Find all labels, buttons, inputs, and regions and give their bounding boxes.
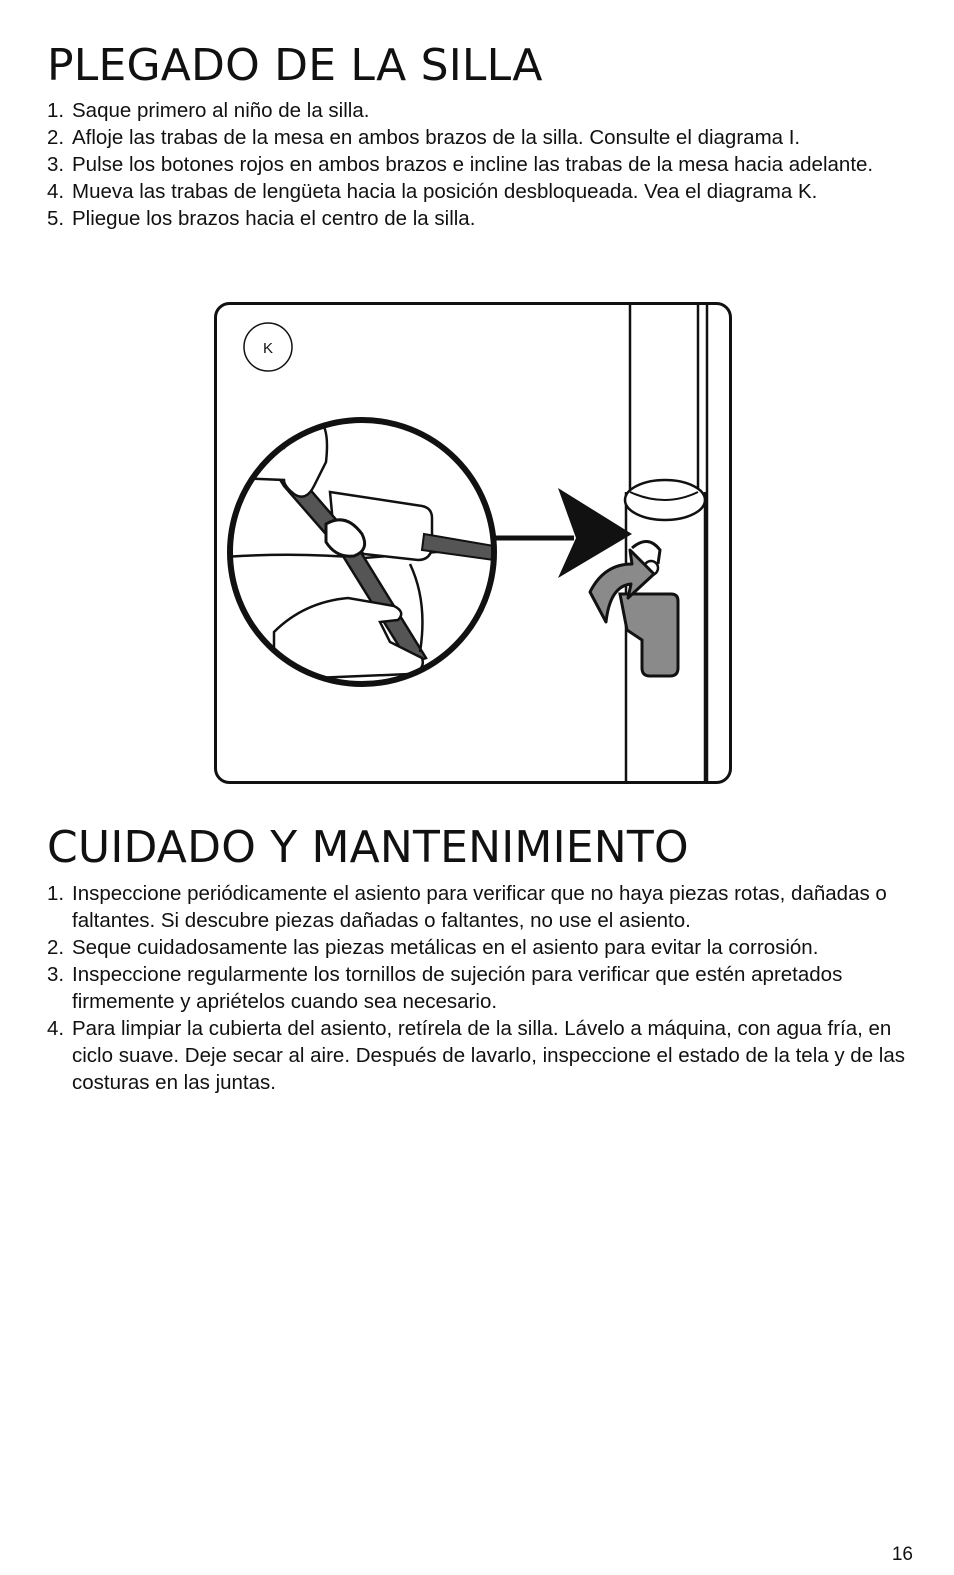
step-text: Mueva las trabas de lengüeta hacia la posición desbloqueada. Vea el diagrama K.: [72, 180, 818, 203]
step-number: 2.: [47, 936, 65, 959]
step-number: 1.: [47, 99, 65, 122]
step-number: 3.: [47, 963, 65, 986]
step-number: 5.: [47, 207, 65, 230]
section-title-folding: PLEGADO DE LA SILLA: [47, 40, 543, 91]
list-item: [47, 97, 907, 124]
diagram-k: [214, 302, 732, 784]
step-number: 2.: [47, 126, 65, 149]
list-item: [47, 205, 907, 232]
list-item: [47, 151, 907, 178]
step-text: Pulse los botones rojos en ambos brazos e incline las trabas de la mesa hacia adelante.: [72, 153, 874, 176]
step-text: Inspeccione regularmente los tornillos de sujeción para verificar que estén apretados firmemente y apriételos cuando sea necesario.: [72, 963, 843, 1013]
list-item: [47, 1015, 907, 1096]
list-item: [47, 934, 907, 961]
step-text: Inspeccione periódicamente el asiento para verificar que no haya piezas rotas, dañadas o faltantes. Si descubre piezas dañadas o faltantes, no use el asiento.: [72, 882, 887, 932]
step-text: Seque cuidadosamente las piezas metálicas en el asiento para evitar la corrosión.: [72, 936, 819, 959]
step-number: 1.: [47, 882, 65, 905]
step-text: Saque primero al niño de la silla.: [72, 99, 370, 122]
list-item: [47, 880, 907, 934]
page-number: 16: [891, 1544, 913, 1565]
care-steps-list: [47, 880, 907, 1096]
step-number: 4.: [47, 180, 65, 203]
list-item: [47, 178, 907, 205]
list-item: [47, 961, 907, 1015]
step-number: 3.: [47, 153, 65, 176]
step-text: Para limpiar la cubierta del asiento, retírela de la silla. Lávelo a máquina, con agua fría, en ciclo suave. Deje secar al aire. Después de lavarlo, inspeccione el estado de la tela y de las costuras en las juntas.: [72, 1017, 905, 1094]
step-text: Afloje las trabas de la mesa en ambos brazos de la silla. Consulte el diagrama I.: [72, 126, 801, 149]
folding-steps-list: [47, 97, 907, 232]
step-text: Pliegue los brazos hacia el centro de la silla.: [72, 207, 476, 230]
section-title-care: CUIDADO Y MANTENIMIENTO: [47, 822, 689, 873]
diagram-label: K: [262, 340, 274, 357]
step-number: 4.: [47, 1017, 65, 1040]
list-item: [47, 124, 907, 151]
